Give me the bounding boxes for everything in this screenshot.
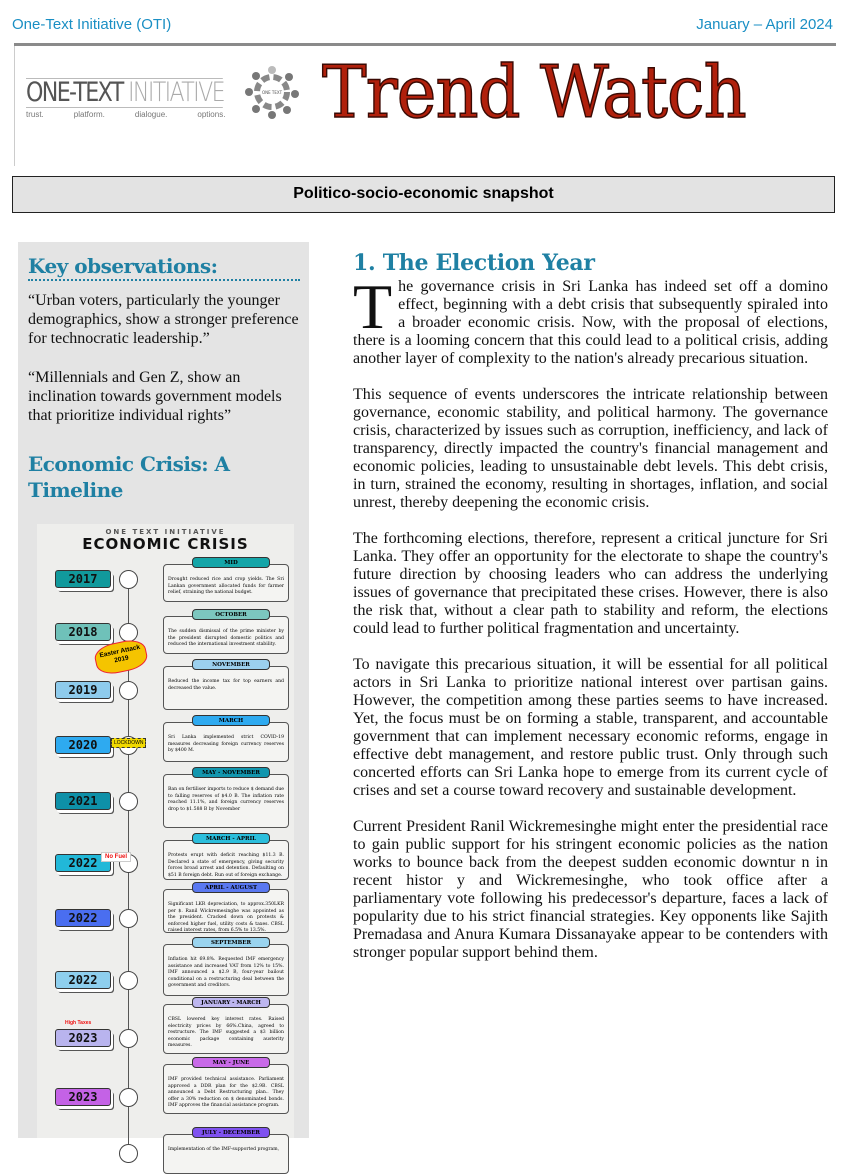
event-text: IMF provided technical assistance. Parliament approved a DDR plan for the $2.9B. CBSL announced a Debt Restructuring plan.. They offer a 30% reduction on $ denominated bonds. IMF approves the financial assistance program.	[168, 1077, 284, 1108]
event-period-label: JANUARY - MARCH	[192, 997, 270, 1008]
easter-attack-badge: Easter Attack 2019	[92, 637, 149, 677]
timeline-year: 2021	[55, 792, 111, 810]
article-paragraph	[353, 271, 828, 368]
event-text: CBSL lowered key interest rates. Raised electricity prices by 66%.China, agreed to restructure. The IMF suggested a $3 billion economic package containing austerity measures.	[168, 1017, 284, 1048]
paragraph-text: he governance crisis in Sri Lanka has indeed set off a domino effect, beginning with a debt crisis that subsequently spiraled into a broader economic crisis. Now, with the proposal of elections, there is a looming concern that this could lead to a political crisis, adding another layer of complexity to the nation's already precarious situation.	[353, 278, 828, 367]
timeline-node	[119, 909, 138, 928]
article-paragraph: The forthcoming elections, therefore, represent a critical juncture for Sri Lanka. They offer an opportunity for the electorate to shape the country's future direction by choosing leaders who can address the underlying issues of governance that precipitated these crises. However, there is also the risk that, without a clear path to stability and reform, the elections could lead to further political fragmentation and uncertainty.	[353, 530, 828, 637]
timeline-event-card	[163, 1130, 289, 1174]
infographic-title: ECONOMIC CRISIS	[82, 535, 249, 553]
event-period-label: MID	[192, 557, 270, 568]
timeline-event-card	[163, 885, 289, 933]
event-text: The sudden dismissal of the prime minister by the president disrupted domestic politics and reduced the international investment stability.	[168, 629, 284, 647]
event-period-label: SEPTEMBER	[192, 937, 270, 948]
timeline-year: 2022	[55, 971, 111, 989]
timeline-event-card	[163, 770, 289, 828]
logo-name-light: INITIATIVE	[128, 77, 224, 108]
top-rule	[14, 43, 836, 46]
article-body	[353, 271, 828, 980]
svg-text:ONE TEXT: ONE TEXT	[261, 90, 283, 95]
event-period-label: MAY - NOVEMBER	[192, 767, 270, 778]
observation-quote: “Millennials and Gen Z, show an inclination towards government models that prioritize individual rights”	[28, 369, 282, 424]
timeline-year: 2022	[55, 909, 111, 927]
oti-logo	[26, 77, 226, 119]
timeline-node	[119, 792, 138, 811]
event-text: Ban on fertiliser imports to reduce $ demand due to falling reserves of $4.0 B. The inflation rate reached 11.1%, and foreign currency reserves drop to $1.588 B by November	[168, 787, 284, 812]
no-fuel-badge: No Fuel	[101, 852, 131, 862]
timeline-year: 2017	[55, 570, 111, 588]
drop-cap: T	[353, 271, 393, 342]
header-org: One-Text Initiative (OTI)	[12, 16, 172, 33]
event-text: Protests erupt with deficit reaching $11.3 B. Declared a state of emergency, giving security forces broad arrest and detention. Defaulting on $51 B foreign debt. Run out of foreign exchange.	[168, 853, 284, 878]
event-text: Significant LKR depreciation, to approx.350LKR per $. Ranil Wickremesinghe was appointed as the president. Cracked down on protests & enforced higher fuel, utility costs & taxes. CBSL raised interest rates, from 6.5% to 13.5%.	[168, 902, 284, 933]
key-observations-heading: Key observations:	[28, 254, 218, 278]
event-period-label: NOVEMBER	[192, 659, 270, 670]
timeline-node	[119, 1144, 138, 1163]
event-text: Implementation of the IMF-supported program,	[168, 1147, 280, 1152]
people-circle-emblem-icon	[244, 64, 300, 120]
article-heading: 1. The Election Year	[353, 250, 595, 276]
timeline-heading: Economic Crisis: A Timeline	[28, 452, 230, 502]
timeline-node	[119, 1029, 138, 1048]
event-period-label: MARCH	[192, 715, 270, 726]
event-period-label: APRIL - AUGUST	[192, 882, 270, 893]
event-text: Sri Lanka implemented strict COVID-19 measures decreasing foreign currency reserves by $400 M.	[168, 735, 284, 753]
event-text: Reduced the income tax for top earners and decreased the value.	[168, 679, 284, 691]
event-period-label: OCTOBER	[192, 609, 270, 620]
timeline-node	[119, 623, 138, 642]
tagline: trust.	[26, 110, 44, 119]
timeline-event-card	[163, 662, 289, 710]
logo-name-dark: ONE-TEXT	[26, 77, 123, 108]
timeline-event-card	[163, 836, 289, 880]
event-period-label: MARCH - APRIL	[192, 833, 270, 844]
event-text: Drought reduced rice and crop yields. The Sri Lankan government allocated funds for farmer relief, straining the national budget.	[168, 577, 284, 595]
timeline-node	[119, 1088, 138, 1107]
article-paragraph: To navigate this precarious situation, it will be essential for all political actors in Sri Lanka to prioritize national interest over partisan gains. However, the competition among these parties seems to have increased. Yet, the focus must be on forming a stable, transparent, and accountable government that can implement necessary economic reforms, engage in effective debt management, and restore public trust. Only through such concerted efforts can Sri Lanka hope to emerge from its current cycle of crises and set a course toward recovery and sustainable development.	[353, 656, 828, 799]
timeline-year: 2018	[55, 623, 111, 641]
lockdown-badge: LOCKDOWN	[111, 738, 146, 748]
tagline: platform.	[73, 110, 105, 119]
timeline-event-card	[163, 560, 289, 602]
timeline-year: 2020	[55, 736, 111, 754]
event-period-label: MAY - JUNE	[192, 1057, 270, 1068]
high-taxes-badge: High Taxes	[65, 1020, 92, 1026]
economic-crisis-infographic	[37, 524, 294, 1152]
timeline-year: 2022	[55, 854, 111, 872]
timeline-event-card	[163, 1000, 289, 1054]
timeline-event-card	[163, 718, 289, 762]
timeline-event-card	[163, 1060, 289, 1114]
timeline-year: 2023	[55, 1029, 111, 1047]
timeline-node	[119, 681, 138, 700]
infographic-brand: ONE TEXT INITIATIVE	[105, 528, 226, 536]
timeline-node	[119, 570, 138, 589]
event-text: Inflation hit 69.8%. Requested IMF emergency assistance and increased VAT from 12% to 15%. IMF announced a $2.9 B, four-year bailout conditional on a restructuring deal between the government and creditors.	[168, 957, 284, 988]
dotted-divider	[28, 279, 300, 281]
tagline: dialogue.	[134, 110, 168, 119]
timeline-year: 2019	[55, 681, 111, 699]
timeline-event-card	[163, 940, 289, 996]
tagline: options.	[197, 110, 226, 119]
page-title: Trend Watch	[322, 50, 746, 134]
event-period-label: JULY - DECEMBER	[192, 1127, 270, 1138]
timeline-year: 2023	[55, 1088, 111, 1106]
timeline-event-card	[163, 612, 289, 654]
timeline-node	[119, 971, 138, 990]
observation-quote: “Urban voters, particularly the younger demographics, show a stronger preference for technocratic leadership.”	[28, 292, 299, 347]
article-paragraph: Current President Ranil Wickremesinghe might enter the presidential race to gain public support for his stringent economic policies as the nation works to bounce back from the deepest sudden economic downtur n in recent histor y and Wickremesinghe, who took office after a parliamentary vote following his predecessor's departure, faces a lack of popularity due to his strict financial strategies. Key opponents like Sajith Premadasa and Anura Kumara Dissanayake appear to be contenders with stronger popular support behind them.	[353, 818, 828, 961]
article-paragraph: This sequence of events underscores the intricate relationship between governance, economic stability, and political harmony. The governance crisis, characterized by issues such as corruption, inefficiency, and lack of transparency, directly impacted the country's financial management and economic policies, leading to unsustainable debt levels. This debt crisis, in turn, strained the economy, resulting in shortages, inflation, and social unrest, thereby deepening the economic crisis.	[353, 386, 828, 511]
section-banner: Politico-socio-economic snapshot	[12, 176, 835, 213]
header-period: January – April 2024	[696, 16, 833, 33]
left-rule	[14, 46, 15, 166]
